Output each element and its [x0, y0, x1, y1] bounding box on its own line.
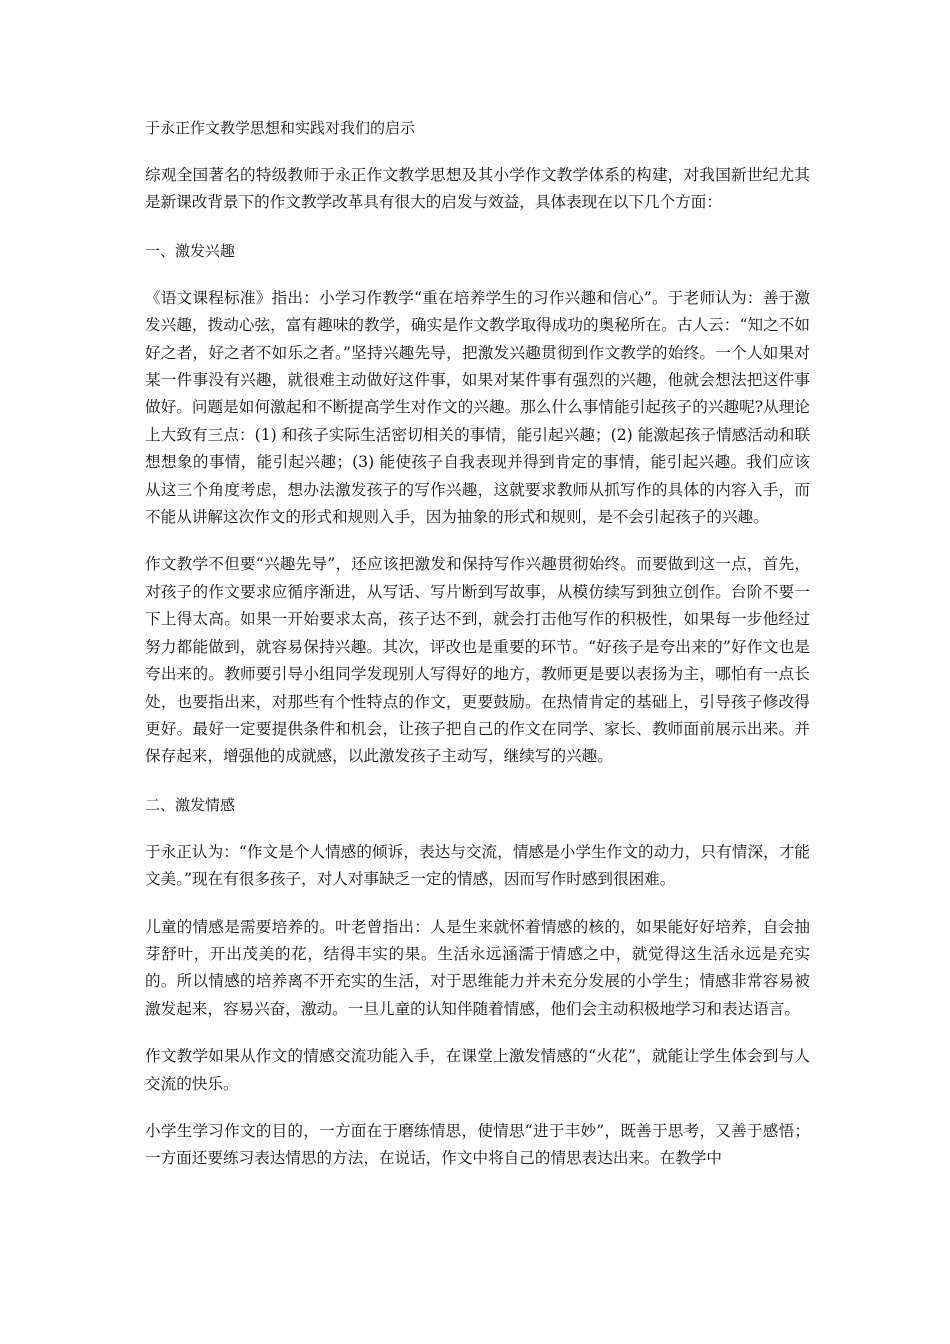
document-page — [145, 100, 810, 1193]
section-heading-emotion: 二、激发情感 — [145, 795, 236, 814]
document-title: 于永正作文教学思想和实践对我们的启示 — [145, 119, 416, 137]
paragraph: 小学生学习作文的目的，一方面在于磨练情思，使情思“进于丰妙”，既善于思考，又善于感悟；一方面还要练习表达情思的方法，在说话，作文中将自己的情思表达出来。在教学中 — [145, 1121, 810, 1168]
paragraph: 儿童的情感是需要培养的。叶老曾指出：人是生来就怀着情感的核的，如果能好好培养，自会抽芽舒叶，开出茂美的花，结得丰实的果。生活永远涵濡于情感之中，就觉得这生活永远是充实的。所以情感的培养离不开充实的生活，对于思维能力并未充分发展的小学生；情感非常容易被激发起来，容易兴奋，激动。一旦儿童的认知伴随着情感，他们会主动积极地学习和表达语言。 — [145, 917, 810, 1018]
intro-paragraph: 综观全国著名的特级教师于永正作文教学思想及其小学作文教学体系的构建，对我国新世纪尤其是新课改背景下的作文教学改革具有很大的启发与效益，具体表现在以下几个方面： — [145, 166, 810, 212]
paragraph: 作文教学不但要“兴趣先导”，还应该把激发和保持写作兴趣贯彻始终。而要做到这一点，首先，对孩子的作文要求应循序渐进，从写话、写片断到写故事，从模仿续写到独立创作。台阶不要一下上得太高。如果一开始要求太高，孩子达不到，就会打击他写作的积极性，如果每一步他经过努力都能做到，就容易保持兴趣。其次，评改也是重要的环节。“好孩子是夸出来的”好作文也是夸出来的。教师要引导小组同学发现别人写得好的地方，教师更是要以表扬为主，哪怕有一点长处，也要指出来，对那些有个性特点的作文，更要鼓励。在热情肯定的基础上，引导孩子修改得更好。最好一定要提供条件和机会，让孩子把自己的作文在同学、家长、教师面前展示出来。并保存起来，增强他的成就感，以此激发孩子主动写，继续写的兴趣。 — [145, 555, 810, 766]
paragraph: 于永正认为：“作文是个人情感的倾诉，表达与交流，情感是小学生作文的动力，只有情深，才能文美。”现在有很多孩子，对人对事缺乏一定的情感，因而写作时感到很困难。 — [145, 842, 810, 889]
paragraph: 作文教学如果从作文的情感交流功能入手，在课堂上激发情感的“火花”，就能让学生体会到与人交流的快乐。 — [145, 1047, 810, 1093]
section-heading-interest: 一、激发兴趣 — [145, 241, 236, 260]
paragraph: 《语文课程标准》指出：小学习作教学“重在培养学生的习作兴趣和信心”。于老师认为：善于激发兴趣，拨动心弦，富有趣味的教学，确实是作文教学取得成功的奥秘所在。古人云：“知之不如好之者，好之者不如乐之者。”坚持兴趣先导，把激发兴趣贯彻到作文教学的始终。一个人如果对某一件事没有兴趣，就很难主动做好这件事，如果对某件事有强烈的兴趣，他就会想法把这件事做好。问题是如何激起和不断提高学生对作文的兴趣。那么什么事情能引起孩子的兴趣呢?从理论上大致有三点：(1) 和孩子实际生活密切相关的事情，能引起兴趣；(2) 能激起孩子情感活动和联想想象的事情，能引起兴趣；(3) 能使孩子自我表现并得到肯定的事情，能引起兴趣。我们应该从这三个角度考虑，想办法激发孩子的写作兴趣，这就要求教师从抓写作的具体的内容入手，而不能从讲解这次作文的形式和规则入手，因为抽象的形式和规则，是不会引起孩子的兴趣。 — [145, 288, 810, 527]
